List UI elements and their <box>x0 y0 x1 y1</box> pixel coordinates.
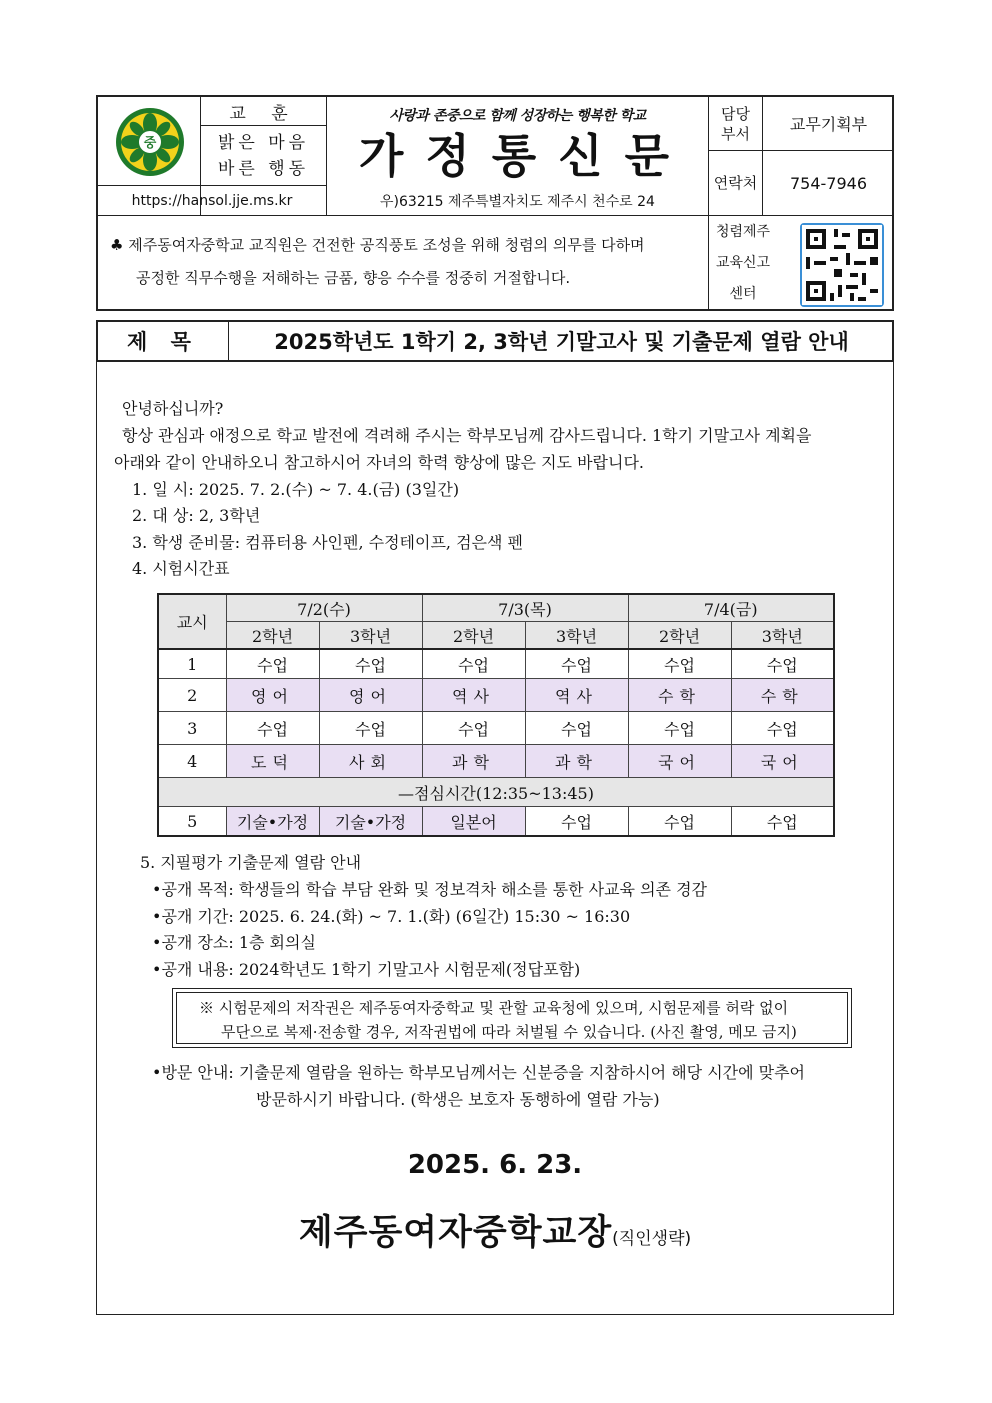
bullet-purpose: •공개 목적: 학생들의 학습 부담 완화 및 정보격차 해소를 통한 사교육 의존 경감 <box>152 880 707 899</box>
issue-date: 2025. 6. 23. <box>407 1150 583 1180</box>
table-row <box>158 649 834 679</box>
exam-timetable <box>157 593 835 837</box>
notice-line-1: 제주동여자중학교 교직원은 건전한 공직풍토 조성을 위해 청렴의 의무를 다하며 <box>128 236 645 254</box>
visit-line-1: •방문 안내: 기출문제 열람을 원하는 학부모님께서는 신분증을 지참하시어 해당 시간에 맞추어 <box>152 1063 806 1082</box>
schedule-cell: 수업 <box>731 807 834 837</box>
emblem-char: 중 <box>143 136 157 151</box>
period-cell: 4 <box>158 745 226 778</box>
bullet-period: •공개 기간: 2025. 6. 24.(화) ~ 7. 1.(화) (6일간) 15:30 ~ 16:30 <box>152 907 631 926</box>
dept-value: 교무기획부 <box>789 115 868 134</box>
schedule-cell: 수업 <box>226 712 319 745</box>
grade-header: 2학년 <box>628 622 731 650</box>
lunch-row <box>158 778 834 807</box>
item-supplies: 3. 학생 준비물: 컴퓨터용 사인펜, 수정테이프, 검은색 펜 <box>132 533 524 552</box>
exam-cell: 영어 <box>226 679 319 712</box>
dept-label-line-2: 부서 <box>721 124 750 143</box>
motto-label: 교 훈 <box>229 103 298 124</box>
schedule-cell: 수업 <box>319 712 422 745</box>
grade-header: 3학년 <box>731 622 834 650</box>
schedule-cell: 수업 <box>226 649 319 679</box>
exam-cell: 수학 <box>731 679 834 712</box>
grade-header: 3학년 <box>319 622 422 650</box>
bullet-place: •공개 장소: 1층 회의실 <box>152 933 316 952</box>
school-url[interactable]: https://hansol.jje.ms.kr <box>131 192 293 209</box>
school-motto <box>201 126 326 185</box>
item-target: 2. 대 상: 2, 3학년 <box>132 506 261 525</box>
exam-cell: 역사 <box>422 679 525 712</box>
integrity-notice <box>110 229 645 295</box>
qr-label-line-3: 센터 <box>729 286 757 302</box>
qr-label-line-2: 교육신고 <box>715 255 771 271</box>
table-row <box>158 807 834 837</box>
qr-label-line-1: 청렴제주 <box>715 224 771 240</box>
grade-header: 2학년 <box>422 622 525 650</box>
exam-cell: 과학 <box>525 745 628 778</box>
grade-header: 2학년 <box>226 622 319 650</box>
day-header: 7/4(금) <box>628 594 834 622</box>
bullet-content: •공개 내용: 2024학년도 1학기 기말고사 시험문제(정답포함) <box>152 960 581 979</box>
exam-cell: 일본어 <box>422 807 525 837</box>
exam-cell: 영어 <box>319 679 422 712</box>
period-header: 교시 <box>158 594 226 649</box>
header-box <box>96 95 894 311</box>
table-row <box>158 712 834 745</box>
principal-signature: 제주동여자중학교장 <box>298 1213 613 1253</box>
notice-line-2: 공정한 직무수행을 저해하는 금품, 향응 수수를 정중히 거절합니다. <box>136 269 571 287</box>
exam-cell: 도덕 <box>226 745 319 778</box>
exam-cell: 국어 <box>628 745 731 778</box>
table-row <box>158 679 834 712</box>
period-cell: 5 <box>158 807 226 837</box>
qr-code[interactable] <box>800 223 884 307</box>
school-slogan: 사랑과 존중으로 함께 성장하는 행복한 학교 <box>389 108 646 124</box>
subject-label: 제 목 <box>127 330 199 354</box>
schedule-cell: 수업 <box>628 649 731 679</box>
greeting: 안녕하십니까? <box>122 399 224 418</box>
dept-label-line-1: 담당 <box>721 104 750 123</box>
exam-cell: 기술•가정 <box>319 807 422 837</box>
period-cell: 1 <box>158 649 226 679</box>
subject-title: 2025학년도 1학기 2, 3학년 기말고사 및 기출문제 열람 안내 <box>274 330 849 354</box>
motto-line-2: 바른 행동 <box>217 158 310 179</box>
lunch-cell: —점심시간(12:35~13:45) <box>158 778 834 807</box>
item-past-exams: 5. 지필평가 기출문제 열람 안내 <box>140 853 362 872</box>
dept-label <box>709 97 762 150</box>
schedule-cell: 수업 <box>525 807 628 837</box>
grade-header: 3학년 <box>525 622 628 650</box>
seal-omitted-note: (직인생략) <box>612 1229 692 1249</box>
intro-line-1: 항상 관심과 애정으로 학교 발전에 격려해 주시는 학부모님께 감사드립니다. 1학기 기말고사 계획을 <box>122 426 812 445</box>
club-icon: ♣ <box>110 236 124 254</box>
copyright-line-1: ※ 시험문제의 저작권은 제주동여자중학교 및 관할 교육청에 있으며, 시험문제를 허락 없이 <box>199 999 789 1017</box>
period-cell: 3 <box>158 712 226 745</box>
day-header: 7/2(수) <box>226 594 422 622</box>
copyright-notice-box <box>172 988 852 1048</box>
schedule-cell: 수업 <box>525 649 628 679</box>
exam-cell: 사회 <box>319 745 422 778</box>
subject-bar <box>96 320 894 362</box>
contact-label: 연락처 <box>713 174 758 192</box>
period-cell: 2 <box>158 679 226 712</box>
item-schedule: 1. 일 시: 2025. 7. 2.(수) ~ 7. 4.(금) (3일간) <box>132 480 460 499</box>
exam-cell: 국어 <box>731 745 834 778</box>
exam-cell: 기술•가정 <box>226 807 319 837</box>
intro-line-2: 아래와 같이 안내하오니 참고하시어 자녀의 학력 향상에 많은 지도 바랍니다. <box>114 453 644 472</box>
exam-cell: 역사 <box>525 679 628 712</box>
visit-line-2: 방문하시기 바랍니다. (학생은 보호자 동행하에 열람 가능) <box>256 1090 660 1109</box>
schedule-cell: 수업 <box>731 712 834 745</box>
qr-label <box>709 216 777 311</box>
schedule-cell: 수업 <box>319 649 422 679</box>
copyright-line-2: 무단으로 복제·전송할 경우, 저작권법에 따라 처벌될 수 있습니다. (사진 촬영, 메모 금지) <box>221 1023 797 1041</box>
motto-line-1: 밝은 마음 <box>217 132 310 153</box>
signature-block <box>96 1205 894 1255</box>
contact-value: 754-7946 <box>789 173 868 193</box>
table-row <box>158 745 834 778</box>
document-title: 가정통신문 <box>358 129 692 183</box>
exam-cell: 수학 <box>628 679 731 712</box>
exam-cell: 과학 <box>422 745 525 778</box>
schedule-cell: 수업 <box>628 712 731 745</box>
schedule-cell: 수업 <box>525 712 628 745</box>
day-header: 7/3(목) <box>422 594 628 622</box>
item-timetable: 4. 시험시간표 <box>132 559 230 578</box>
schedule-cell: 수업 <box>628 807 731 837</box>
schedule-cell: 수업 <box>422 649 525 679</box>
schedule-cell: 수업 <box>422 712 525 745</box>
schedule-cell: 수업 <box>731 649 834 679</box>
school-address: 우)63215 제주특별자치도 제주시 천수로 24 <box>380 193 655 210</box>
school-emblem <box>108 105 192 179</box>
